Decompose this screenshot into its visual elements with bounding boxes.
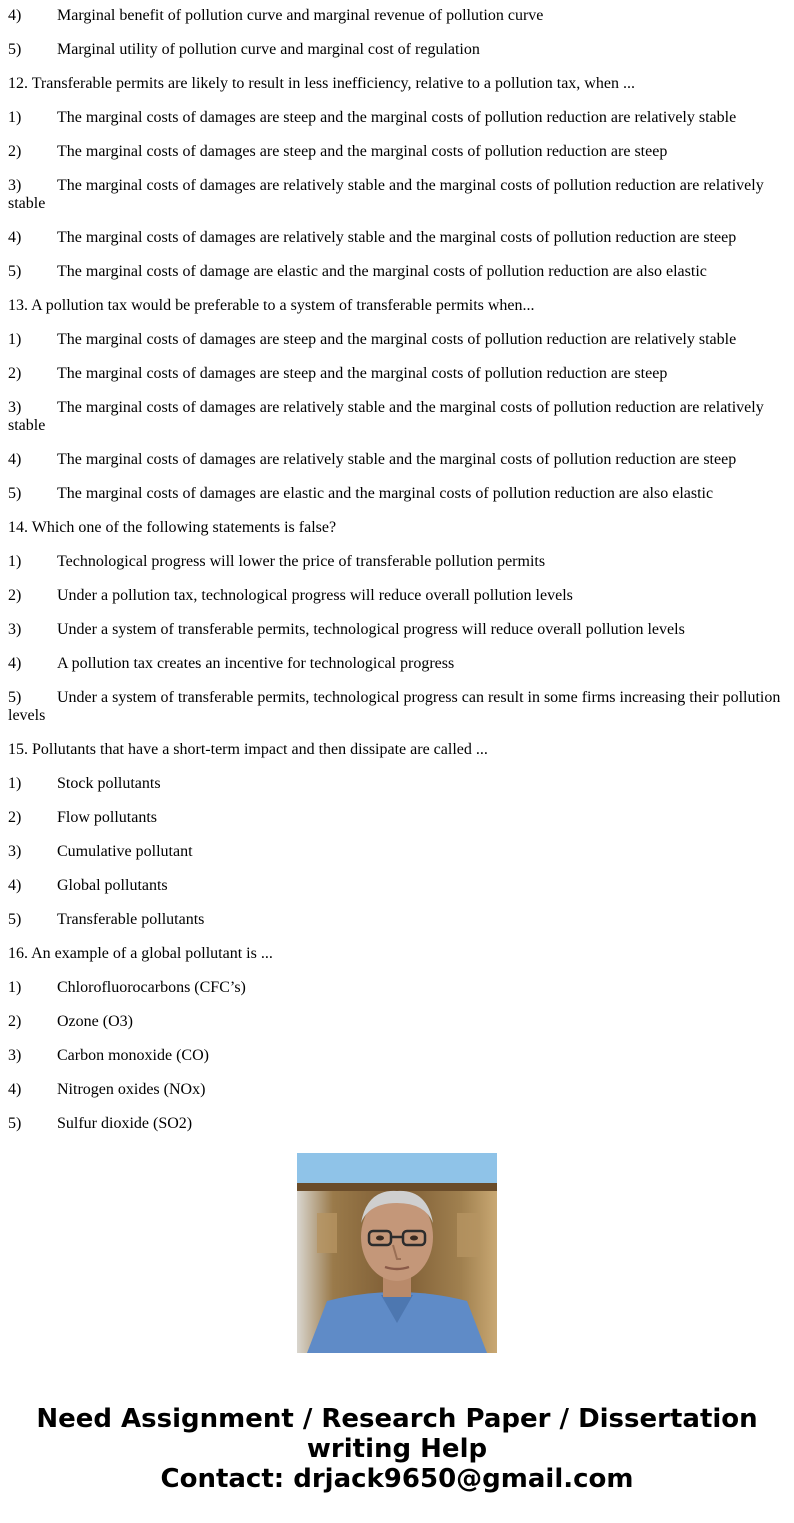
answer-option [8,621,786,639]
option-text: Marginal utility of pollution curve and marginal cost of regulation [57,41,480,58]
answer-option [8,143,786,161]
question-label: 12. Transferable permits are likely to result in less inefficiency, relative to a pollution tax, when ... [8,75,635,92]
option-number: 1) [8,979,22,996]
option-text: The marginal costs of damages are relatively stable and the marginal costs of pollution reduction are relatively stable [8,399,764,434]
question-label: 14. Which one of the following statements is false? [8,519,337,536]
option-number: 1) [8,775,22,792]
answer-option [8,1047,786,1065]
option-text: Under a pollution tax, technological progress will reduce overall pollution levels [57,587,573,604]
option-number: 2) [8,365,22,382]
option-number: 2) [8,809,22,826]
option-text: Technological progress will lower the price of transferable pollution permits [57,553,546,570]
option-text: Marginal benefit of pollution curve and marginal revenue of pollution curve [57,7,544,24]
option-number: 3) [8,177,22,194]
option-number: 5) [8,263,22,280]
option-number: 1) [8,331,22,348]
option-number: 4) [8,7,22,24]
option-text: Carbon monoxide (CO) [57,1047,209,1064]
option-number: 4) [8,1081,22,1098]
answer-option [8,655,786,673]
option-text: The marginal costs of damages are elastic and the marginal costs of pollution reduction are also elastic [57,485,714,502]
option-number: 3) [8,399,22,416]
cta-line-3: Contact: drjack9650@gmail.com [160,1464,634,1494]
promo-section [0,1122,794,1523]
option-text: A pollution tax creates an incentive for technological progress [57,655,455,672]
answer-option [8,587,786,605]
answer-option [8,809,786,827]
option-text: The marginal costs of damages are steep and the marginal costs of pollution reduction are relatively stable [57,331,737,348]
option-text: Stock pollutants [57,775,161,792]
option-text: The marginal costs of damages are steep and the marginal costs of pollution reduction are relatively stable [57,109,737,126]
answer-option [8,229,786,247]
answer-option [8,7,786,25]
answer-option [8,1081,786,1099]
answer-option [8,177,786,213]
option-text: The marginal costs of damage are elastic and the marginal costs of pollution reduction are also elastic [57,263,707,280]
option-number: 5) [8,689,22,706]
person-photo-icon [297,1153,497,1353]
option-text: Cumulative pollutant [57,843,193,860]
option-number: 4) [8,655,22,672]
option-text: Under a system of transferable permits, technological progress can result in some firms increasing their pollution levels [8,689,781,724]
option-text: Under a system of transferable permits, technological progress will reduce overall pollution levels [57,621,685,638]
question-text [8,741,786,759]
contact-banner [0,1404,794,1494]
answer-option [8,979,786,997]
question-text [8,519,786,537]
answer-option [8,331,786,349]
cta-line-2: writing Help [306,1434,488,1464]
option-number: 3) [8,621,22,638]
option-text: The marginal costs of damages are relatively stable and the marginal costs of pollution reduction are steep [57,229,737,246]
answer-option [8,399,786,435]
answer-option [8,451,786,469]
question-label: 15. Pollutants that have a short-term impact and then dissipate are called ... [8,741,488,758]
option-number: 1) [8,109,22,126]
answer-option [8,775,786,793]
option-text: Global pollutants [57,877,168,894]
option-number: 5) [8,485,22,502]
answer-option [8,41,786,59]
answer-option [8,843,786,861]
answer-option [8,689,786,725]
author-avatar [297,1153,497,1353]
answer-option [8,1013,786,1031]
option-number: 3) [8,1047,22,1064]
question-text [8,75,786,93]
answer-option [8,109,786,127]
option-number: 5) [8,1115,22,1132]
answer-option [8,877,786,895]
option-text: The marginal costs of damages are relatively stable and the marginal costs of pollution reduction are relatively stable [8,177,764,212]
answer-option [8,553,786,571]
option-text: Ozone (O3) [57,1013,133,1030]
option-number: 2) [8,587,22,604]
option-number: 2) [8,143,22,160]
option-number: 4) [8,877,22,894]
option-text: The marginal costs of damages are steep and the marginal costs of pollution reduction are steep [57,143,668,160]
option-number: 1) [8,553,22,570]
answer-option [8,485,786,503]
answer-option [8,263,786,281]
answer-option [8,911,786,929]
option-number: 4) [8,451,22,468]
cta-line-1: Need Assignment / Research Paper / Dissertation [36,1404,758,1434]
option-text: Flow pollutants [57,809,158,826]
question-text [8,297,786,315]
option-text: The marginal costs of damages are relatively stable and the marginal costs of pollution reduction are steep [57,451,737,468]
question-text [8,945,786,963]
option-text: Sulfur dioxide (SO2) [57,1115,193,1132]
option-text: Transferable pollutants [57,911,205,928]
option-text: Nitrogen oxides (NOx) [57,1081,206,1098]
option-number: 2) [8,1013,22,1030]
option-number: 5) [8,911,22,928]
option-number: 3) [8,843,22,860]
option-text: Chlorofluorocarbons (CFC’s) [57,979,246,996]
answer-option [8,365,786,383]
option-text: The marginal costs of damages are steep and the marginal costs of pollution reduction are steep [57,365,668,382]
option-number: 4) [8,229,22,246]
option-number: 5) [8,41,22,58]
question-label: 13. A pollution tax would be preferable to a system of transferable permits when... [8,297,535,314]
question-label: 16. An example of a global pollutant is ... [8,945,273,962]
